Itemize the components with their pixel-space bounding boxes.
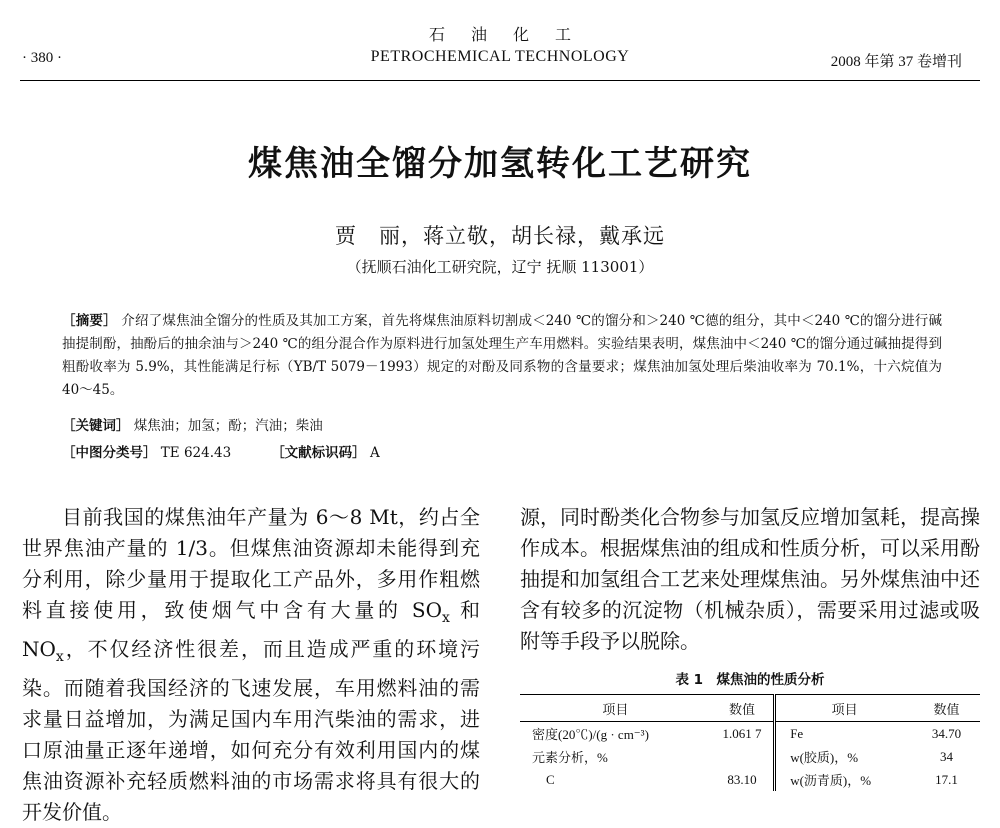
journal-name-en: PETROCHEMICAL TECHNOLOGY xyxy=(370,48,630,65)
abstract-label: ［摘要］ xyxy=(62,313,117,329)
paper-title: 煤焦油全馏分加氢转化工艺研究 xyxy=(248,144,752,184)
header-rule xyxy=(20,80,980,81)
table-cell: w(胶质)，% xyxy=(775,745,913,768)
clc-label: ［中图分类号］ xyxy=(62,445,157,461)
author-list: 贾 丽，蒋立敬，胡长禄，戴承远 xyxy=(335,224,665,248)
table-header-row xyxy=(520,695,980,722)
table-cell: Fe xyxy=(775,722,913,746)
table-cell: 83.10 xyxy=(727,771,757,787)
right-paragraph: 源，同时酚类化合物参与加氢反应增加氢耗，提高操作成本。根据煤焦油的组成和性质分析，可以采用酚抽提和加氢组合工艺来处理煤焦油。另外煤焦油中还含有较多的沉淀物（机械杂质），需要采用过滤或吸附等手段予以脱除。 xyxy=(520,505,980,653)
table-header: 项目 xyxy=(775,695,913,722)
table-cell: 34 xyxy=(939,748,953,764)
doc-code-value: A xyxy=(365,445,380,461)
table-cell xyxy=(711,745,775,768)
keywords-label: ［关键词］ xyxy=(62,418,130,434)
classification xyxy=(62,442,380,465)
table-cell: 密度(20℃)/(g · cm⁻³) xyxy=(532,727,649,742)
table-cell: C xyxy=(546,771,555,787)
clc-value: TE 624.43 xyxy=(156,445,232,461)
keywords xyxy=(62,415,323,438)
issue-info: 2008 年第 37 卷增刊 xyxy=(830,54,962,70)
table-cell: 34.70 xyxy=(931,725,962,741)
abstract xyxy=(62,310,942,402)
table-cell: 1.061 7 xyxy=(722,725,762,741)
body-right-column xyxy=(520,502,980,657)
table-cell: w(沥青质)，% xyxy=(775,768,913,791)
table-cell: 17.1 xyxy=(935,771,958,787)
table-header: 项目 xyxy=(602,701,629,717)
table-row xyxy=(520,745,980,768)
affiliation: （抚顺石油化工研究院，辽宁 抚顺 113001） xyxy=(346,258,654,276)
table-header: 数值 xyxy=(729,701,756,717)
table-row xyxy=(520,768,980,791)
intro-paragraph: 目前我国的煤焦油年产量为 6～8 Mt，约占全世界焦油产量的 1/3。但煤焦油资源却未能得到充分利用，除少量用于提取化工产品外，多用作粗燃料直接使用，致使烟气中含有大量的 $SO_x$ 和 $NO_x$，不仅经济性很差，而且造成严重的环境污染。而随着我国经济的飞速发展，车用燃料油的需求量日益增加，为满足国内车用汽柴油的需求，进口原油量正逐年递增，如何充分有效利用国内的煤焦油资源补充轻质燃料油的市场需求将具有很大的开发价值。 xyxy=(22,505,480,824)
table-caption: 表 1 煤焦油的性质分析 xyxy=(675,672,825,688)
doc-code-label: ［文献标识码］ xyxy=(271,445,366,461)
table-row xyxy=(520,722,980,746)
abstract-text: 介绍了煤焦油全馏分的性质及其加工方案，首先将煤焦油原料切割成＜240 ℃的馏分和＞240 ℃德的组分，其中＜240 ℃的馏分进行碱抽提制酚，抽酚后的抽余油与＞240 ℃的组分混合作为原料进行加氢处理生产车用燃料。实验结果表明，煤焦油中＜240 ℃的馏分通过碱抽提得到粗酚收率为 5.9%，其性能满足行标（YB/T 5079－1993）规定的对酚及同系物的含量要求；煤焦油加氢处理后柴油收率为 70.1%，十六烷值为 40～45。 xyxy=(62,313,942,398)
keywords-text: 煤焦油；加氢；酚；汽油；柴油 xyxy=(129,418,323,434)
table-cell: 元素分析，% xyxy=(532,750,608,765)
page-number: · 380 · xyxy=(22,50,62,66)
table-header: 数值 xyxy=(933,701,960,717)
body-left-column xyxy=(22,502,480,828)
journal-name-cn: 石油化工 xyxy=(428,25,597,44)
properties-table xyxy=(520,694,980,791)
